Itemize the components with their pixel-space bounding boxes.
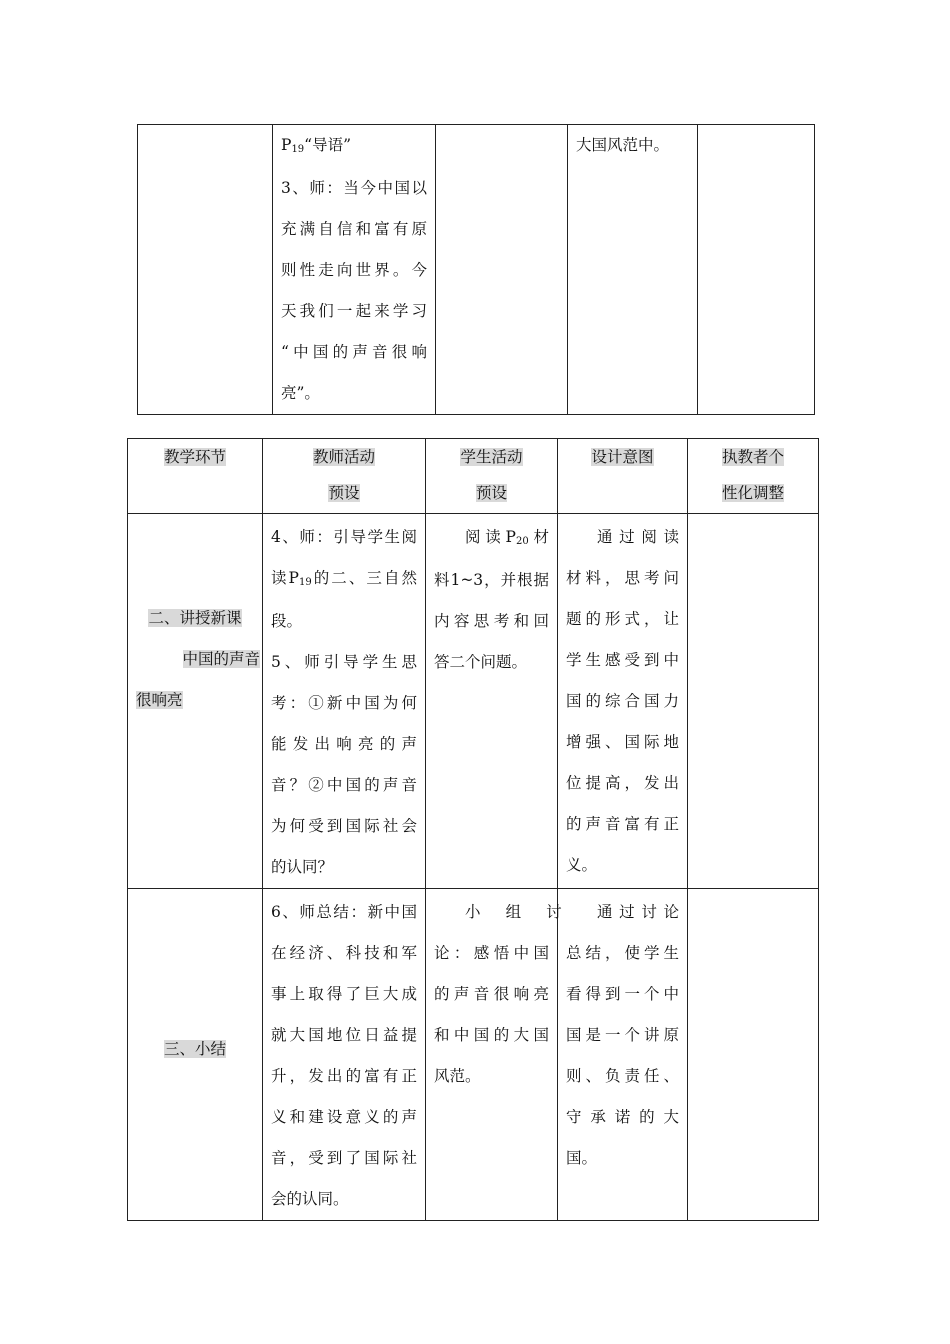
teacher-activity-cell bbox=[263, 889, 426, 1221]
text-line: 充满自信和富有原 bbox=[281, 220, 427, 238]
section-title: 三、小结 bbox=[163, 1040, 226, 1058]
design-intent-cell bbox=[568, 125, 698, 415]
text-line: 答二个问题。 bbox=[434, 653, 528, 671]
text-line: 阅读$P_{20}$材 bbox=[465, 528, 549, 547]
adjustment-cell bbox=[698, 125, 815, 415]
text-line: 内容思考和回 bbox=[434, 612, 549, 630]
text-line: 就大国地位日益提 bbox=[271, 1026, 417, 1044]
text-line: 事上取得了巨大成 bbox=[271, 985, 417, 1003]
text-line: 会的认同。 bbox=[271, 1190, 349, 1208]
header-label: 教师活动 bbox=[312, 448, 375, 466]
teacher-activity-cell bbox=[263, 514, 426, 889]
text-line: 看得到一个中 bbox=[566, 985, 679, 1003]
student-activity-cell bbox=[426, 889, 562, 1221]
text-line: 守承诺的大 bbox=[566, 1108, 679, 1126]
header-teacher-activity bbox=[263, 439, 426, 514]
text-line: 段。 bbox=[271, 612, 303, 630]
text-line: 能发出响亮的声 bbox=[271, 735, 417, 753]
text-line: 位提高，发出 bbox=[566, 774, 679, 792]
text-line: 音，受到了国际社 bbox=[271, 1149, 417, 1167]
lesson-table bbox=[127, 438, 819, 1221]
header-label: 执教者个 bbox=[721, 448, 784, 466]
header-label: 设计意图 bbox=[591, 448, 654, 466]
text-line: 题的形式，让 bbox=[566, 610, 679, 628]
header-label: 教学环节 bbox=[163, 448, 226, 466]
text-line: 则性走向世界。今 bbox=[281, 261, 427, 279]
text-line: 总结，使学生 bbox=[566, 944, 679, 962]
text-line: 大国风范中。 bbox=[576, 136, 670, 154]
text-line: 和中国的大国 bbox=[434, 1026, 549, 1044]
text-line: 升，发出的富有正 bbox=[271, 1067, 417, 1085]
text-line: $P_{19}“$导语” bbox=[281, 136, 352, 155]
text-line: 国。 bbox=[566, 1149, 598, 1167]
text-line: 国是一个讲原 bbox=[566, 1026, 679, 1044]
text-line: 小 组 讨 bbox=[465, 903, 562, 921]
text-line: 天我们一起来学习 bbox=[281, 302, 427, 320]
design-intent-cell bbox=[558, 514, 688, 889]
section-cell-new-lesson bbox=[128, 514, 263, 889]
header-teaching-stage bbox=[128, 439, 263, 514]
text-line: 在经济、科技和军 bbox=[271, 944, 417, 962]
text-line: 国的综合国力 bbox=[566, 692, 679, 710]
header-design-intent bbox=[558, 439, 688, 514]
text-line: 学生感受到中 bbox=[566, 651, 679, 669]
teacher-activity-cell bbox=[273, 125, 436, 415]
adjustment-cell bbox=[688, 514, 819, 889]
text-line: 6、师总结：新中国 bbox=[271, 903, 417, 921]
text-line: 3、师：当今中国以 bbox=[281, 179, 427, 197]
header-label: 学生活动 bbox=[460, 448, 523, 466]
text-line: 5、师引导学生思 bbox=[271, 653, 417, 671]
text-line: 4、师：引导学生阅 bbox=[271, 528, 417, 546]
lesson-table-continued bbox=[137, 124, 815, 415]
header-label: 预设 bbox=[475, 484, 507, 502]
text-line: 通过讨论 bbox=[597, 903, 679, 921]
header-student-activity bbox=[426, 439, 558, 514]
section-title: 二、讲授新课 bbox=[148, 609, 242, 627]
text-line: 论：感悟中国 bbox=[434, 944, 549, 962]
text-line: 考：①新中国为何 bbox=[271, 694, 417, 712]
student-activity-cell bbox=[436, 125, 568, 415]
text-line: “中国的声音很响 bbox=[281, 343, 427, 361]
text-line: 的声音富有正 bbox=[566, 815, 679, 833]
section-subtitle: 中国的声音 bbox=[182, 650, 261, 668]
text-line: 义和建设意义的声 bbox=[271, 1108, 417, 1126]
text-line: 则、负责任、 bbox=[566, 1067, 679, 1085]
text-line: 的认同？ bbox=[271, 858, 334, 876]
text-line: 亮”。 bbox=[281, 384, 320, 402]
text-line: 音？②中国的声音 bbox=[271, 776, 417, 794]
section-cell bbox=[138, 125, 273, 415]
text-line: 风范。 bbox=[434, 1067, 481, 1085]
header-personal-adjustment bbox=[688, 439, 819, 514]
text-line: 料1~3，并根据 bbox=[434, 571, 549, 589]
text-line: 材料，思考问 bbox=[566, 569, 679, 587]
text-line: 为何受到国际社会 bbox=[271, 817, 417, 835]
text-line: 增强、国际地 bbox=[566, 733, 679, 751]
student-activity-cell bbox=[426, 514, 558, 889]
design-intent-cell bbox=[558, 889, 688, 1221]
text-line: 义。 bbox=[566, 856, 598, 874]
header-label: 预设 bbox=[328, 484, 360, 502]
text-line: 通过阅读 bbox=[597, 528, 679, 546]
section-subtitle: 很响亮 bbox=[136, 691, 183, 709]
section-cell-summary bbox=[128, 889, 263, 1221]
adjustment-cell bbox=[688, 889, 819, 1221]
text-line: 读$P_{19}$的二、三自然 bbox=[271, 569, 417, 588]
header-label: 性化调整 bbox=[721, 484, 784, 502]
text-line: 的声音很响亮 bbox=[434, 985, 549, 1003]
